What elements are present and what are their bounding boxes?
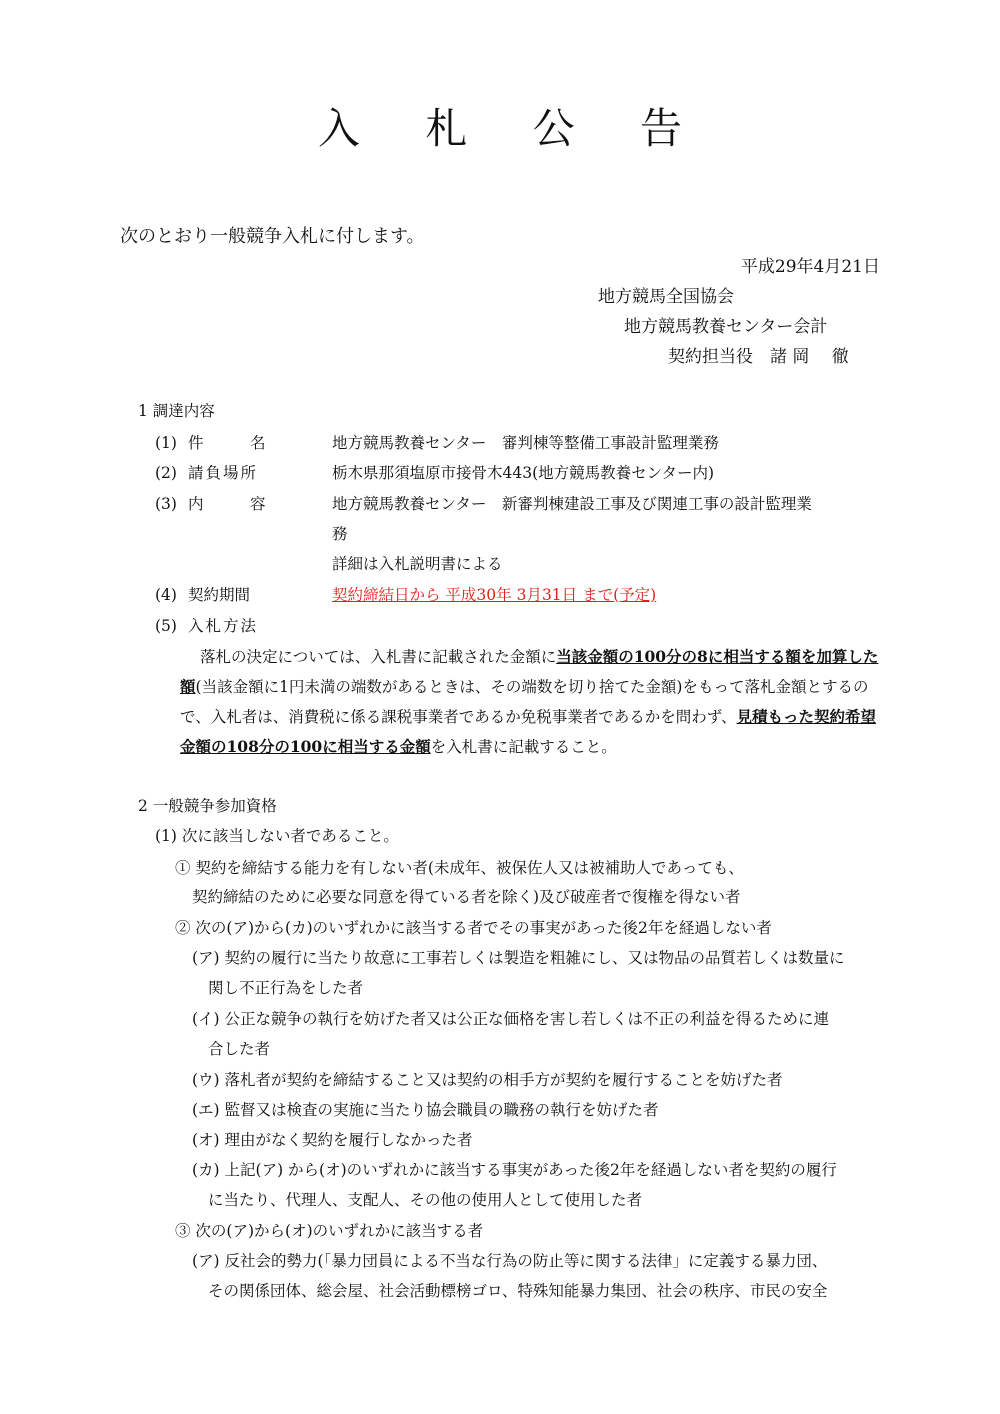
sub-clause: (ウ) 落札者が契約を締結すること又は契約の相手方が契約を履行することを妨げた者 [192, 1071, 783, 1089]
clause: ③ 次の(ア)から(オ)のいずれかに該当する者 [175, 1222, 484, 1240]
item-number: (3) [155, 495, 177, 513]
clause-cont: 契約締結のために必要な同意を得ている者を除く)及び破産者で復権を得ない者 [192, 888, 741, 906]
lead-sentence: 次のとおり一般競争入札に付します。 [120, 226, 425, 247]
paragraph-text: を入札書に記載すること。 [430, 738, 617, 756]
sub-clause: (エ) 監督又は検査の実施に当たり協会職員の職務の執行を妨げた者 [192, 1101, 659, 1119]
contract-period-value: 契約締結日から 平成30年 3月31日 まで(予定) [332, 586, 657, 604]
item-number: (2) [155, 464, 177, 482]
sub-clause: (オ) 理由がなく契約を履行しなかった者 [192, 1131, 473, 1149]
item-number: (1) [155, 434, 177, 452]
item-value: 地方競馬教養センター 審判棟等整備工事設計監理業務 [332, 434, 719, 452]
bidding-method-paragraph [180, 642, 885, 762]
item-label: 契約期間 [188, 586, 251, 604]
sub-clause-cont: 関し不正行為をした者 [208, 979, 364, 997]
issuer-division: 地方競馬教養センター会計 [624, 317, 828, 337]
issuer-officer: 契約担当役 諸 岡 徹 [668, 347, 849, 367]
sub-clause-cont: その関係団体、総会屋、社会活動標榜ゴロ、特殊知能暴力集団、社会の秩序、市民の安全 [208, 1282, 828, 1300]
document-title: 入 札 公 告 [317, 104, 709, 153]
section-2-heading: 2 一般競争参加資格 [138, 797, 277, 815]
sub-clause-cont: に当たり、代理人、支配人、その他の使用人として使用した者 [208, 1191, 643, 1209]
underlined-text: 当該金額の100分の8に相当する額を加算した額 [180, 647, 879, 696]
sub-clause-cont: 合した者 [208, 1040, 271, 1058]
clause: ① 契約を締結する能力を有しない者(未成年、被保佐人又は被補助人であっても、 [175, 859, 744, 877]
paragraph-text: 落札の決定については、入札書に記載された金額に [200, 648, 557, 666]
paragraph-text: (当該金額に1円未満の端数があるときは、その端数を切り捨てた金額)をもって落札金額とするので、入札者は、消費税に係る課税事業者であるか免税事業者であるかを問わず、 [180, 678, 869, 726]
item-label: 内 容 [188, 495, 266, 513]
subsection: (1) 次に該当しない者であること。 [155, 827, 399, 845]
sub-clause: (カ) 上記(ア) から(オ)のいずれかに該当する事実があった後2年を経過しない者を契約の履行 [192, 1161, 837, 1179]
item-value: 栃木県那須塩原市接骨木443(地方競馬教養センター内) [332, 464, 715, 482]
item-number: (4) [155, 586, 177, 604]
item-value: 地方競馬教養センター 新審判棟建設工事及び関連工事の設計監理業 [332, 495, 812, 513]
underlined-text: 見積もった契約希望金額の108分の100に相当する金額 [180, 707, 876, 756]
section-1-heading: 1 調達内容 [138, 402, 215, 420]
item-value-cont: 務 [332, 525, 348, 543]
issue-date: 平成29年4月21日 [740, 257, 880, 277]
item-value-note: 詳細は入札説明書による [332, 555, 503, 573]
sub-clause: (イ) 公正な競争の執行を妨げた者又は公正な価格を害し若しくは不正の利益を得るために連 [192, 1010, 830, 1028]
item-label: 入札方法 [188, 617, 259, 635]
item-label: 件 名 [188, 434, 266, 452]
issuer-org: 地方競馬全国協会 [598, 287, 734, 307]
sub-clause: (ア) 契約の履行に当たり故意に工事若しくは製造を粗雑にし、又は物品の品質若しくは数量に [192, 949, 845, 967]
clause: ② 次の(ア)から(カ)のいずれかに該当する者でその事実があった後2年を経過しない者 [175, 919, 772, 937]
item-number: (5) [155, 617, 177, 635]
sub-clause: (ア) 反社会的勢力(「暴力団員による不当な行為の防止等に関する法律」に定義する暴力団、 [192, 1252, 828, 1270]
item-label: 請負場所 [188, 464, 259, 482]
